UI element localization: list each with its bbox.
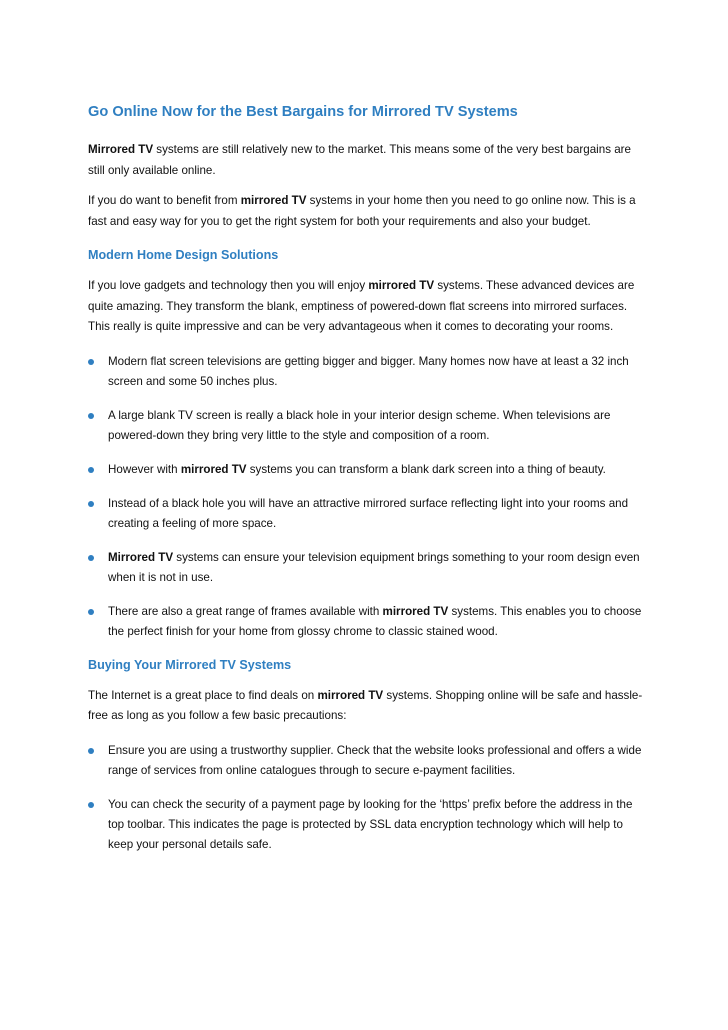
list-item: Modern flat screen televisions are getting bigger and bigger. Many homes now have at least a 32 inch screen and some 50 inches plus. xyxy=(88,352,648,392)
design-bullet-list xyxy=(88,352,648,642)
intro-paragraph-2: If you do want to benefit from mirrored TV systems in your home then you need to go online now. This is a fast and easy way for you to get the right system for both your requirements and also your budget. xyxy=(88,194,636,228)
buying-bullet-list xyxy=(88,741,648,855)
bullet-dot-icon xyxy=(88,609,94,615)
list-item: Instead of a black hole you will have an attractive mirrored surface reflecting light into your rooms and creating a feeling of more space. xyxy=(88,494,648,534)
bullet-dot-icon xyxy=(88,555,94,561)
intro-paragraph-1: Mirrored TV systems are still relatively new to the market. This means some of the very best bargains are still only available online. xyxy=(88,143,631,177)
list-item: Ensure you are using a trustworthy supplier. Check that the website looks professional and offers a wide range of services from online catalogues through to secure e-payment facilities. xyxy=(88,741,648,781)
bullet-dot-icon xyxy=(88,413,94,419)
bullet-dot-icon xyxy=(88,802,94,808)
list-item: Mirrored TV systems can ensure your television equipment brings something to your room design even when it is not in use. xyxy=(88,548,648,588)
bullet-dot-icon xyxy=(88,359,94,365)
bullet-dot-icon xyxy=(88,748,94,754)
document-page xyxy=(88,102,648,869)
list-item: You can check the security of a payment page by looking for the ‘https’ prefix before the address in the top toolbar. This indicates the page is protected by SSL data encryption technology which will help to keep your personal details safe. xyxy=(88,795,648,855)
list-item: However with mirrored TV systems you can transform a blank dark screen into a thing of beauty. xyxy=(88,460,648,480)
bullet-dot-icon xyxy=(88,467,94,473)
section-design-paragraph: If you love gadgets and technology then you will enjoy mirrored TV systems. These advanced devices are quite amazing. They transform the blank, emptiness of powered-down flat screens into mirrored surfaces. This really is quite impressive and can be very advantageous when it comes to decorating your rooms. xyxy=(88,279,635,333)
page-title: Go Online Now for the Best Bargains for Mirrored TV Systems xyxy=(88,104,518,120)
section-buying-paragraph: The Internet is a great place to find deals on mirrored TV systems. Shopping online will be safe and hassle-free as long as you follow a few basic precautions: xyxy=(88,688,643,722)
section-heading-buying: Buying Your Mirrored TV Systems xyxy=(88,657,292,672)
list-item: A large blank TV screen is really a black hole in your interior design scheme. When televisions are powered-down they bring very little to the style and composition of a room. xyxy=(88,406,648,446)
bullet-dot-icon xyxy=(88,501,94,507)
list-item: There are also a great range of frames available with mirrored TV systems. This enables you to choose the perfect finish for your home from glossy chrome to classic stained wood. xyxy=(88,602,648,642)
section-heading-design: Modern Home Design Solutions xyxy=(88,248,279,262)
